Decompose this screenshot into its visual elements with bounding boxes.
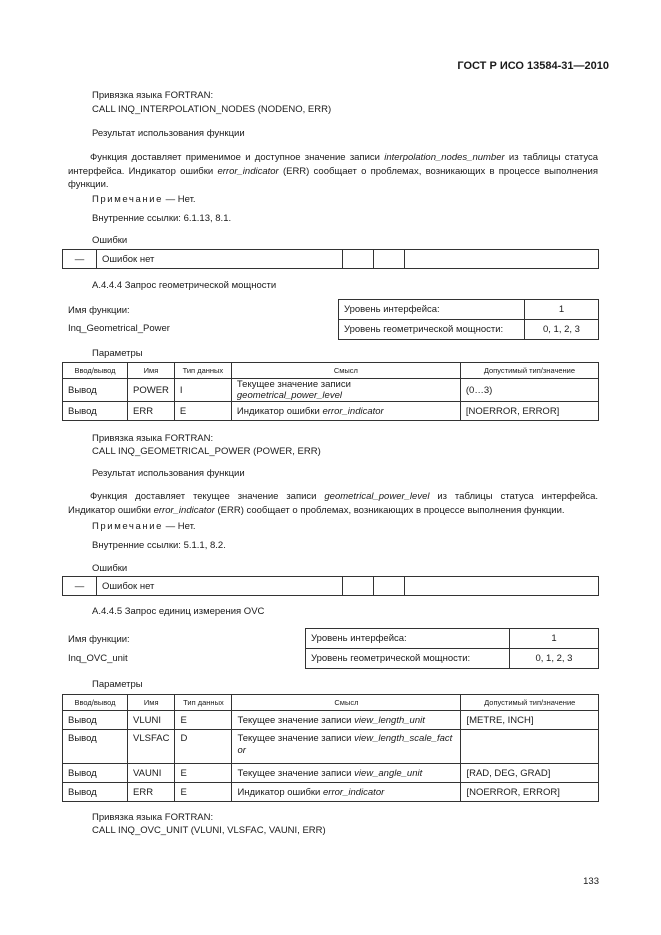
power-level-value: 0, 1, 2, 3 [510,649,599,669]
section-title: А.4.4.4 Запрос геометрической мощности [92,280,277,291]
params-heading: Параметры [92,679,143,690]
levels-table [338,299,599,340]
col-header: Смысл [232,695,461,711]
table-row: Вывод VLUNI E Текущее значение записи view_length_unit [METRE, INCH] [63,711,599,730]
params-table [62,362,599,421]
power-level-value: 0, 1, 2, 3 [525,320,599,340]
interface-level-value: 1 [525,300,599,320]
col-header: Ввод/вывод [63,363,128,379]
params-heading: Параметры [92,348,143,359]
fortran-binding-label: Привязка языка FORTRAN: [92,433,214,444]
levels-table [305,628,599,669]
fortran-binding-call: CALL INQ_OVC_UNIT (VLUNI, VLSFAC, VAUNI, ERR) [92,825,326,836]
note: Примечание — Нет. [92,194,196,205]
fortran-binding-label: Привязка языка FORTRAN: [92,90,214,101]
error-dash: — [63,577,97,596]
function-name-label: Имя функции: [68,305,130,316]
errors-table [62,576,599,596]
interface-level-label: Уровень интерфейса: [306,629,510,649]
errors-table [62,249,599,269]
table-row: Вывод ERR E Индикатор ошибки error_indicator [NOERROR, ERROR] [63,783,599,802]
function-name: Inq_OVC_unit [68,653,128,664]
col-header: Имя [128,363,175,379]
result-heading: Результат использования функции [92,468,245,479]
params-table [62,694,599,802]
col-header: Имя [128,695,175,711]
page-number: 133 [583,876,599,887]
function-name: Inq_Geometrical_Power [68,323,170,334]
function-description: Функция доставляет текущее значение записи geometrical_power_level из таблицы статуса интерфейса. Индикатор ошибки error_indicator (ERR) сообщает о проблемах, возникающих в процессе выполнения функции. [68,491,598,516]
power-level-label: Уровень геометрической мощности: [306,649,510,669]
result-heading: Результат использования функции [92,128,245,139]
power-level-label: Уровень геометрической мощности: [339,320,525,340]
fortran-binding-call: CALL INQ_GEOMETRICAL_POWER (POWER, ERR) [92,446,321,457]
errors-heading: Ошибки [92,235,128,246]
col-header: Тип данных [174,363,231,379]
fortran-binding-call: CALL INQ_INTERPOLATION_NODES (NODENO, ERR) [92,104,332,115]
table-row: Вывод VAUNI E Текущее значение записи view_angle_unit [RAD, DEG, GRAD] [63,764,599,783]
table-row: Вывод ERR E Индикатор ошибки error_indicator [NOERROR, ERROR] [63,402,599,421]
function-description: Функция доставляет применимое и доступное значение записи interpolation_nodes_number из таблицы статуса интерфейса. Индикатор ошибки error_indicator (ERR) сообщает о проблемах, возникающих в процессе выполнения функции. [68,152,598,190]
section-title: А.4.4.5 Запрос единиц измерения OVC [92,606,265,617]
table-row: Вывод POWER I Текущее значение записи geometrical_power_level (0…3) [63,379,599,402]
error-text: Ошибок нет [97,250,343,269]
error-text: Ошибок нет [97,577,343,596]
col-header: Допустимый тип/значение [461,695,599,711]
fortran-binding-label: Привязка языка FORTRAN: [92,812,214,823]
col-header: Допустимый тип/значение [460,363,598,379]
col-header: Ввод/вывод [63,695,128,711]
note: Примечание — Нет. [92,521,196,532]
col-header: Тип данных [175,695,232,711]
function-name-label: Имя функции: [68,634,130,645]
internal-references: Внутренние ссылки: 5.1.1, 8.2. [92,540,226,551]
internal-references: Внутренние ссылки: 6.1.13, 8.1. [92,213,232,224]
errors-heading: Ошибки [92,563,128,574]
interface-level-value: 1 [510,629,599,649]
error-dash: — [63,250,97,269]
table-row: Вывод VLSFAC D Текущее значение записи view_length_scale_factor [63,730,599,764]
document-header: ГОСТ Р ИСО 13584-31—2010 [457,60,609,72]
interface-level-label: Уровень интерфейса: [339,300,525,320]
col-header: Смысл [231,363,460,379]
